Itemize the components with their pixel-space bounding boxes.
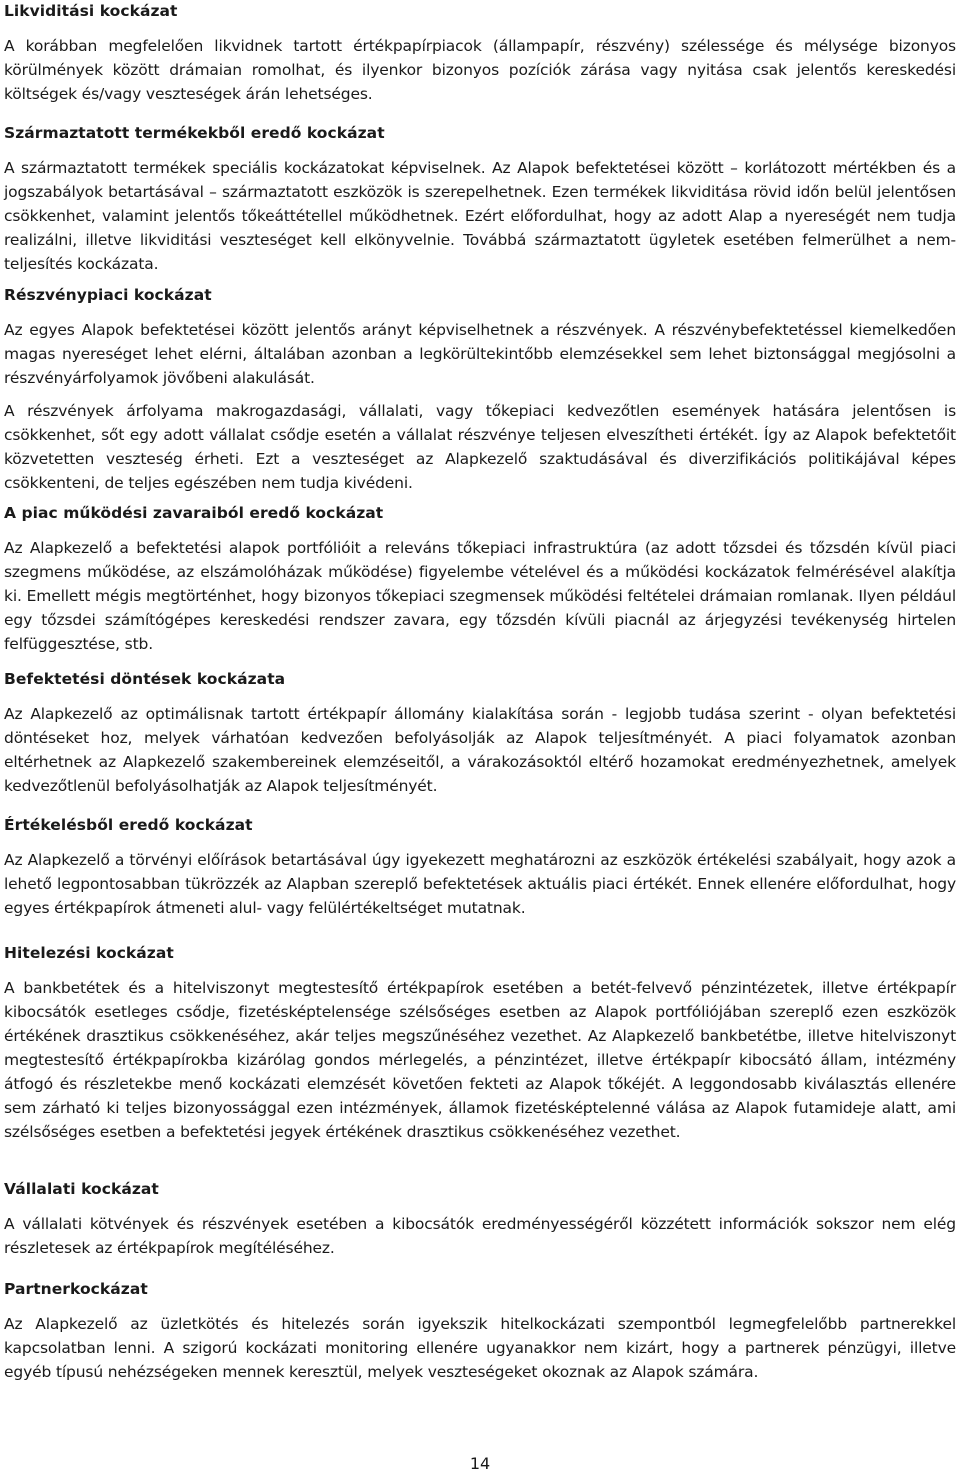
section-paragraph: Az egyes Alapok befektetései között jelentős arányt képviselhetnek a részvények. A részvénybefektetéssel kiemelkedően magas nyereséget lehet elérni, általában azonban a legkörültekintőbb elemzésekkel sem lehet biztonsággal megjósolni a részvényárfolyamok jövőbeni alakulását.	[4, 321, 956, 387]
section-heading: Partnerkockázat	[4, 1280, 148, 1298]
section-paragraph: A korábban megfelelően likvidnek tartott értékpapírpiacok (állampapír, részvény) szélessége és mélysége bizonyos körülmények között drámaian romolhat, és ilyenkor bizonyos pozíciók zárása vagy nyitása csak jelentős kereskedési költségek és/vagy veszteségek árán lehetséges.	[4, 37, 956, 103]
section-partnerkockazat	[4, 1278, 956, 1384]
section-likviditasi-kockazat	[4, 0, 956, 106]
section-heading: Befektetési döntések kockázata	[4, 670, 286, 688]
section-heading: Likviditási kockázat	[4, 2, 178, 20]
section-heading: Vállalati kockázat	[4, 1180, 159, 1198]
section-paragraph: A vállalati kötvények és részvények esetében a kibocsátók eredményességéről közzétett információk sokszor nem elég részletesek az értékpapírok megítéléséhez.	[4, 1215, 956, 1257]
section-heading: A piac működési zavaraiból eredő kockázat	[4, 504, 384, 522]
section-paragraph: Az Alapkezelő az optimálisnak tartott értékpapír állomány kialakítása során - legjobb tudása szerint - olyan befektetési döntéseket hoz, melyek várhatóan kedvezően befolyásolják az Alapok teljesítményét. A piaci folyamatok azonban eltérhetnek az Alapkezelő szakembereinek elemzéseitől, a várakozásoktól eltérő hozamokat eredményezhetnek, amelyek kedvezőtlenül befolyásolhatják az Alapok teljesítményét.	[4, 705, 956, 795]
section-paragraph: Az Alapkezelő a befektetési alapok portfólióit a releváns tőkepiaci infrastruktúra (az adott tőzsdei és tőzsdén kívül piaci szegmens működése, az elszámolóházak működése) figyelembe vételével és a működési kockázatok felmérésével alakítja ki. Emellett mégis megtörténhet, hogy bizonyos tőkepiaci szegmensek működési feltételei drámaian romlanak. Ilyen például egy tőzsdei számítógépes kereskedési rendszer zavara, egy tőzsdén kívüli piacnál az árjegyzési tevékenység hirtelen felfüggesztése, stb.	[4, 539, 956, 653]
section-reszvenypiaci-kockazat	[4, 284, 956, 495]
section-heading: Származtatott termékekből eredő kockázat	[4, 124, 385, 142]
section-paragraph: A származtatott termékek speciális kockázatokat képviselnek. Az Alapok befektetései között – korlátozott mértékben és a jogszabályok betartásával – származtatott eszközök is szerepelhetnek. Ezen termékek likviditása rövid időn belül jelentősen csökkenhet, valamint jelentős tőkeáttétellel működhetnek. Ezért előfordulhat, hogy az adott Alap a nyereségét nem tudja realizálni, illetve likviditási veszteséget kell elkönyvelnie. Továbbá származtatott ügyletek esetében felmerülhet a nem-teljesítés kockázata.	[4, 159, 956, 273]
page-number: 14	[469, 1454, 491, 1473]
section-befektetesi-dontesek	[4, 668, 956, 798]
section-paragraph: Az Alapkezelő az üzletkötés és hitelezés során igyekszik hitelkockázati szempontból legmegfelelőbb partnerekkel kapcsolatban lenni. A szigorú kockázati monitoring ellenére ugyanakkor nem kizárt, hogy a partnerek pénzügyi, illetve egyéb típusú nehézségeken mennek keresztül, melyek veszteségeket okoznak az Alapok számára.	[4, 1315, 956, 1381]
section-paragraph: A részvények árfolyama makrogazdasági, vállalati, vagy tőkepiaci kedvezőtlen események hatására jelentősen is csökkenhet, sőt egy adott vállalat csődje esetén a vállalat részvénye teljesen elveszítheti értékét. Így az Alapok befektetőit közvetetten veszteség érheti. Ezt a veszteséget az Alapkezelő szaktudásával és diverzifikációs politikájával képes csökkenteni, de teljes egészében nem tudja kivédeni.	[4, 402, 956, 492]
section-szarmaztatott-termekek	[4, 122, 956, 276]
section-heading: Értékelésből eredő kockázat	[4, 816, 253, 834]
section-paragraph: A bankbetétek és a hitelviszonyt megtestesítő értékpapírok esetében a betét-felvevő pénzintézetek, illetve értékpapír kibocsátók esetleges csődje, fizetésképtelensége szélsőséges esetben az Alapok portfóliójában szereplő ezen eszközök értékének drasztikus csökkenéséhez, akár teljes megszűnéséhez vezethet. Az Alapkezelő bankbetétbe, illetve hitelviszonyt megtestesítő értékpapírokba kizárólag gondos mérlegelés, a pénzintézet, illetve értékpapír kibocsátó állam, intézmény átfogó és részletekbe menő kockázati elemzését követően fekteti az Alapok tőkéjét. A leggondosabb kiválasztás ellenére sem zárható ki teljes bizonyossággal ezen intézmények, államok fizetésképtelenné válása az Alapok futamideje alatt, ami szélsőséges esetben a befektetési jegyek értékének drasztikus csökkenéséhez vezethet.	[4, 979, 956, 1141]
section-vallalati-kockazat	[4, 1178, 956, 1260]
section-paragraph: Az Alapkezelő a törvényi előírások betartásával úgy igyekezett meghatározni az eszközök értékelési szabályait, hogy azok a lehető legpontosabban tükrözzék az Alapban szereplő befektetések aktuális piaci értékét. Ennek ellenére előfordulhat, hogy egyes értékpapírok átmeneti alul- vagy felülértékeltséget mutatnak.	[4, 851, 956, 917]
section-heading: Részvénypiaci kockázat	[4, 286, 212, 304]
section-heading: Hitelezési kockázat	[4, 944, 174, 962]
section-ertekelesbol-eredo	[4, 814, 956, 920]
section-hitelezesi-kockazat	[4, 942, 956, 1144]
section-piac-mukodesi-zavarai	[4, 502, 956, 656]
